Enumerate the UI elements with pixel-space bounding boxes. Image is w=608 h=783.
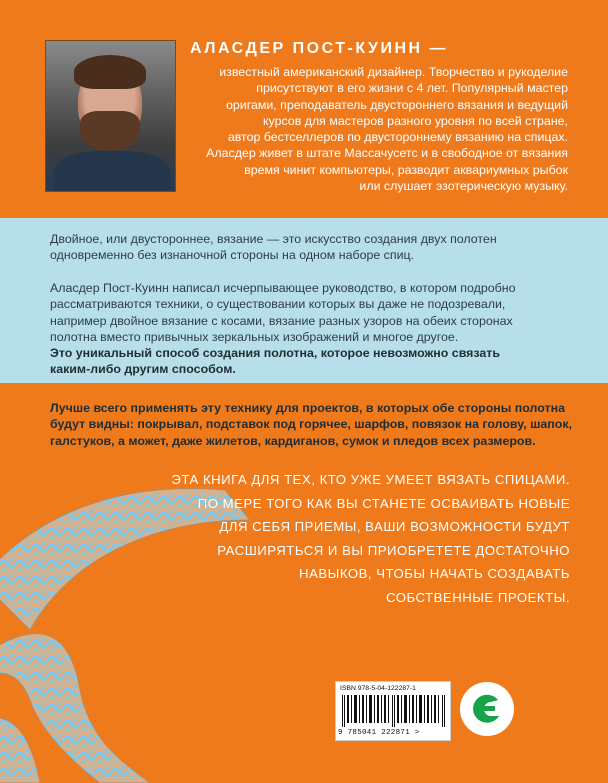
bio-line: присутствуют в его жизни с 4 лет. Популярный мастер: [256, 81, 568, 96]
promo-text: [150, 468, 570, 609]
bio-line: автор бестселлеров по двустороннему вязанию на спицах.: [227, 130, 568, 145]
publisher-logo: [457, 680, 517, 738]
description-line: например двойное вязание с косами, вязание разных узоров на обеих сторонах: [50, 313, 513, 328]
uses-line: галстуков, а может, даже жилетов, кардиганов, сумок и пледов всех размеров.: [50, 433, 536, 448]
description-paragraph-1: [50, 231, 570, 264]
promo-line: НАВЫКОВ, ЧТОБЫ НАЧАТЬ СОЗДАВАТЬ: [299, 566, 570, 581]
bio-line: известный американский дизайнер. Творчество и рукоделие: [219, 65, 568, 79]
bio-line: курсов для мастеров разного уровня по всей стране,: [262, 113, 568, 128]
uses-paragraph: [50, 400, 573, 449]
barcode-number: 9 785041 222871 >: [338, 729, 420, 737]
bio-line: Аласдер живет в штате Массачусетс и в свободное от вязания: [206, 146, 568, 161]
promo-line: РАСШИРЯТЬСЯ И ВЫ ПРИОБРЕТЕТЕ ДОСТАТОЧНО: [217, 542, 570, 558]
uses-line: будут видны: покрывал, подставок под горячее, шарфов, повязок на голову, шапок,: [50, 417, 573, 432]
isbn-label: ISBN 978-5-04-122287-1: [340, 685, 416, 692]
bio-line: оригами, преподаватель двустороннего вязания и ведущий: [226, 97, 568, 112]
bio-line: или слушает эзотерическую музыку.: [359, 179, 568, 194]
author-bio: [150, 64, 568, 194]
description-line: полотна вместо привычных зеркальных изображений и многое другое.: [50, 329, 459, 344]
description-paragraph-2: [50, 280, 570, 378]
bio-line: время чинит компьютеры, разводит аквариумных рыбок: [244, 162, 568, 177]
promo-line: ДЛЯ СЕБЯ ПРИЕМЫ, ВАШИ ВОЗМОЖНОСТИ БУДУТ: [219, 519, 570, 534]
description-line: Аласдер Пост-Куинн написал исчерпывающее руководство, в котором подробно: [50, 281, 516, 295]
description-line: Двойное, или двустороннее, вязание — это искусство создания двух полотен: [50, 232, 497, 246]
barcode: [335, 681, 451, 741]
promo-line: СОБСТВЕННЫЕ ПРОЕКТЫ.: [385, 589, 570, 605]
barcode-bars: [342, 695, 446, 727]
description-bold-line: каким-либо другим способом.: [50, 362, 236, 377]
promo-line: ПО МЕРЕ ТОГО КАК ВЫ СТАНЕТЕ ОСВАИВАТЬ НОВЫЕ: [197, 495, 570, 511]
author-name: АЛАСДЕР ПОСТ-КУИНН —: [190, 40, 449, 57]
description-line: рассматриваются техники, о существовании которых вы даже не подозревали,: [50, 297, 506, 312]
uses-line: Лучше всего применять эту технику для проектов, в которых обе стороны полотна: [50, 401, 565, 415]
promo-line: ЭТА КНИГА ДЛЯ ТЕХ, КТО УЖЕ УМЕЕТ ВЯЗАТЬ СПИЦАМИ.: [171, 472, 570, 487]
description-line: одновременно без изнаночной стороны на одном наборе спиц.: [50, 248, 415, 263]
description-bold-line: Это уникальный способ создания полотна, которое невозможно связать: [50, 346, 500, 361]
